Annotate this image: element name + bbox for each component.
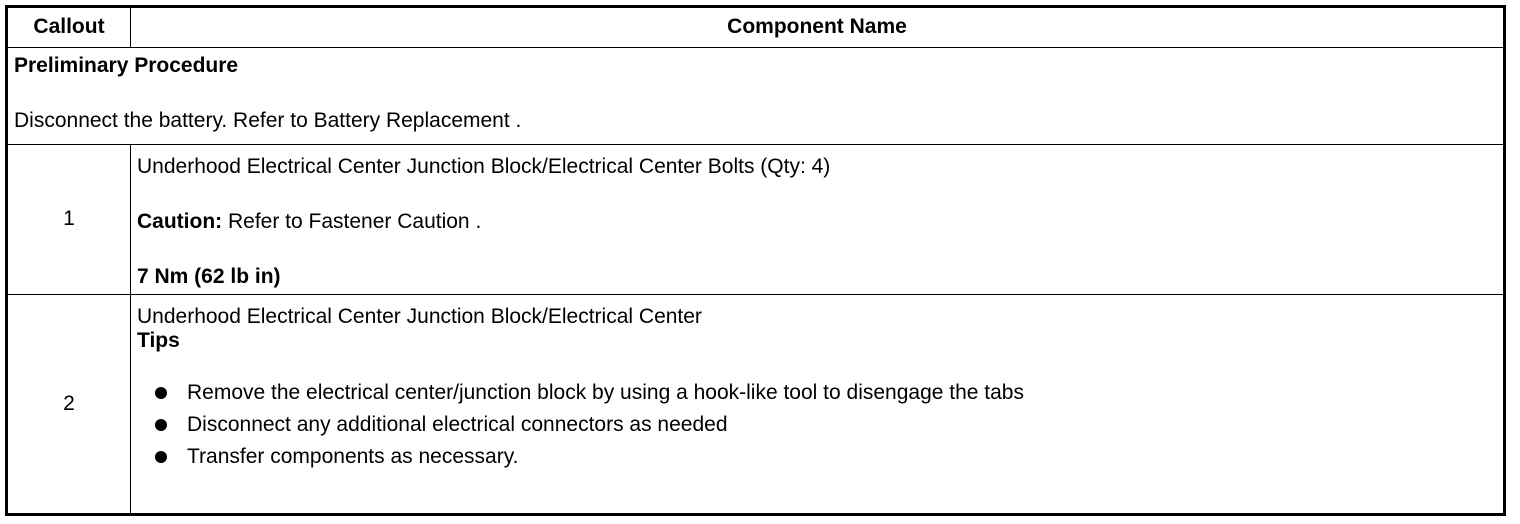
tip-text: Disconnect any additional electrical connectors as needed bbox=[187, 413, 728, 437]
table-row bbox=[8, 295, 1504, 514]
torque-spec: 7 Nm (62 lb in) bbox=[137, 265, 281, 289]
component-name: Underhood Electrical Center Junction Block/Electrical Center bbox=[137, 305, 702, 328]
caution-text: Refer to Fastener Caution . bbox=[222, 210, 482, 234]
tip-text: Remove the electrical center/junction block by using a hook-like tool to disengage the tabs bbox=[187, 381, 1024, 405]
procedure-table bbox=[7, 7, 1504, 514]
tips-list bbox=[137, 381, 1497, 477]
callout-column-header: Callout bbox=[8, 8, 131, 48]
bullet-icon bbox=[155, 387, 167, 399]
component-name: Underhood Electrical Center Junction Block/Electrical Center Bolts (Qty: 4) bbox=[137, 155, 831, 178]
bullet-icon bbox=[155, 451, 167, 463]
table-row bbox=[8, 145, 1504, 295]
list-item bbox=[137, 445, 1497, 477]
component-cell bbox=[131, 295, 1504, 514]
tip-text: Transfer components as necessary. bbox=[187, 445, 519, 469]
callout-number: 2 bbox=[8, 295, 131, 514]
list-item bbox=[137, 413, 1497, 445]
table-header-row bbox=[8, 8, 1504, 48]
procedure-table-frame bbox=[5, 5, 1506, 516]
bullet-icon bbox=[155, 419, 167, 431]
component-name-column-header: Component Name bbox=[131, 8, 1504, 48]
preliminary-procedure-title: Preliminary Procedure bbox=[14, 54, 239, 77]
preliminary-procedure-row bbox=[8, 48, 1504, 145]
tips-title: Tips bbox=[137, 329, 180, 353]
caution-label: Caution: bbox=[137, 210, 223, 234]
caution-note bbox=[137, 210, 1497, 234]
component-cell bbox=[131, 145, 1504, 295]
preliminary-procedure-cell bbox=[8, 48, 1504, 145]
preliminary-procedure-text: Disconnect the battery. Refer to Battery Replacement . bbox=[14, 109, 522, 133]
list-item bbox=[137, 381, 1497, 413]
callout-number: 1 bbox=[8, 145, 131, 295]
